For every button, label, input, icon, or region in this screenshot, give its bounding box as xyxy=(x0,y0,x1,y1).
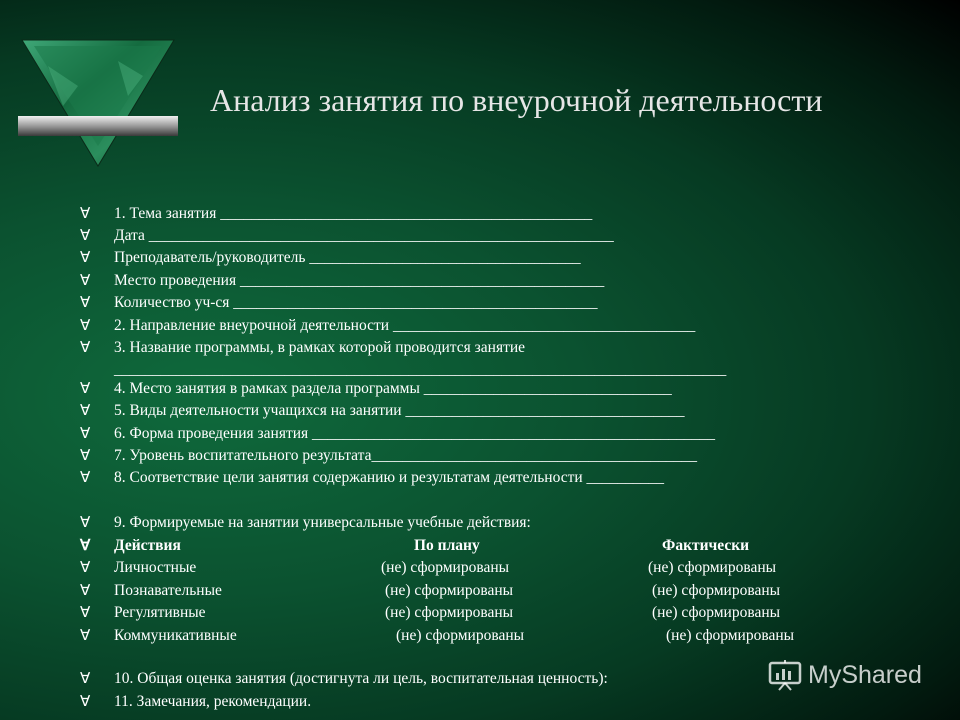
bullet-icon: ∀ xyxy=(80,694,91,710)
bullet-icon: ∀ xyxy=(80,605,91,621)
bullet-icon: ∀ xyxy=(80,206,91,222)
bullet-icon: ∀ xyxy=(80,628,91,644)
bullet-icon: ∀ xyxy=(80,318,91,334)
bullet-icon: ∀ xyxy=(80,250,91,266)
bullet-icon: ∀ xyxy=(80,403,91,419)
header-actions: Действия xyxy=(114,537,181,554)
bullet-icon: ∀ xyxy=(80,340,91,356)
bullet-icon: ∀ xyxy=(80,228,91,244)
bullet-icon: ∀ xyxy=(80,538,91,554)
bullet-icon: ∀ xyxy=(80,295,91,311)
bullet-icon: ∀ xyxy=(80,470,91,486)
content-list: ∀ 1. Тема занятия ________________________________________________ ∀ Дата ____________________________________________________________ ∀ Преподаватель/руководитель ___________________________________ ∀ Место проведения _______________________________________________ ∀ Количество уч-ся _______________________________________________ ∀ 2. Направление внеурочной деятельности _______________________________________ ∀ 3. Название программы, в рамках которой проводится занятие _______________________________________________________________________________ ∀ 4. Место занятия в рамках раздела программы ________________________________ ∀ 5. Виды деятельности учащихся на занятии ____________________________________ ∀ 6. Форма проведения занятия ____________________________________________________ ∀ 7. Уровень воспитательного результата__________________________________________ ∀ 8. Соответствие цели занятия содержанию и результатам деятельности __________ ∀ 9. Формируемые на занятии универсальные учебные действия: ∀ Действия По плану Фактически ∀ Личностные (не) сформированы (не) сформированы ∀ Познавательные (не) сформированы (не) сформированы ∀ Регулятивные (не) сформированы (не) сформированы ∀ Коммуникативные (не) сформированы (не) сформированы ∀ 10. Общая оценка занятия (достигнута ли цель, воспитательная ценность): ∀ 11. Замечания, рекомендации. xyxy=(0,0,960,720)
bullet-icon: ∀ xyxy=(80,560,91,576)
watermark xyxy=(768,657,922,693)
bullet-icon: ∀ xyxy=(80,273,91,289)
watermark-text: MyShared xyxy=(808,660,922,689)
header-planned: По плану xyxy=(414,537,480,554)
bullet-icon: ∀ xyxy=(80,448,91,464)
slide-title: Анализ занятия по внеурочной деятельности xyxy=(210,82,823,118)
bullet-icon: ∀ xyxy=(80,381,91,397)
bullet-icon: ∀ xyxy=(80,426,91,442)
header-actual: Фактически xyxy=(662,537,750,554)
bullet-icon: ∀ xyxy=(80,671,91,687)
bullet-icon: ∀ xyxy=(80,583,91,599)
bullet-icon: ∀ xyxy=(80,515,91,531)
presentation-icon xyxy=(768,659,802,691)
